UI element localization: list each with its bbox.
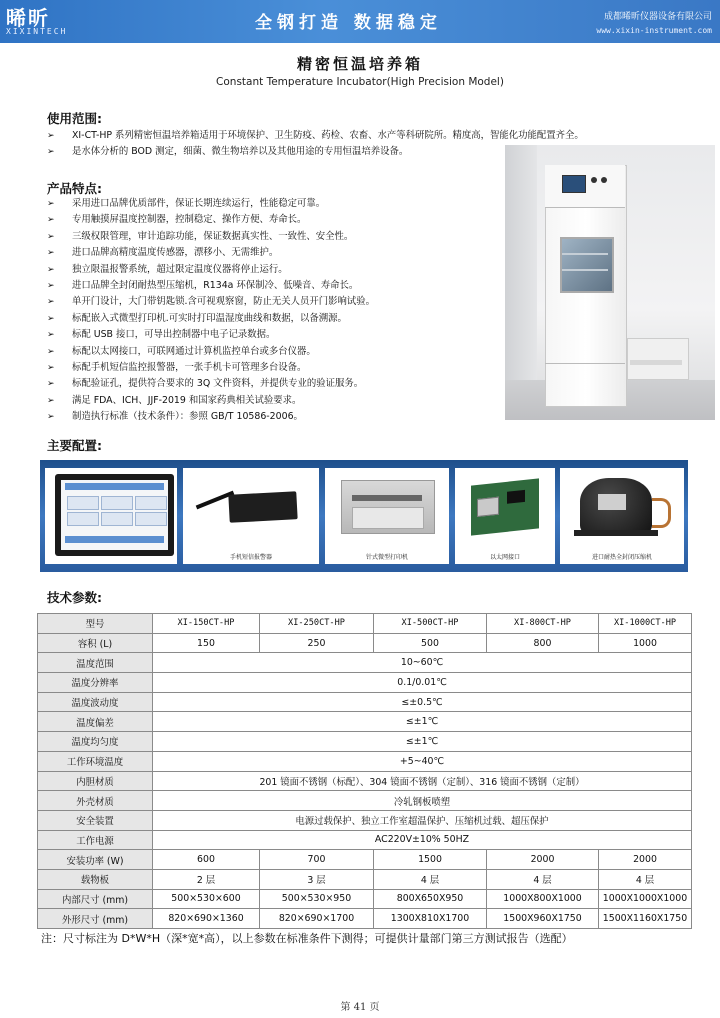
table-row bbox=[38, 830, 692, 850]
table-cell: ≤±1℃ bbox=[153, 732, 692, 752]
table-row bbox=[38, 614, 692, 634]
table-cell: ≤±1℃ bbox=[153, 712, 692, 732]
table-cell: XI-1000CT-HP bbox=[599, 614, 692, 634]
table-cell: 1000 bbox=[599, 633, 692, 653]
features-heading: 产品特点: bbox=[47, 181, 102, 196]
table-cell: 型号 bbox=[38, 614, 153, 634]
list-item: ➢ 采用进口品牌优质部件，保证长期连续运行，性能稳定可靠。 bbox=[47, 196, 375, 212]
table-cell: 0.1/0.01℃ bbox=[153, 673, 692, 693]
table-cell: 1000X800X1000 bbox=[487, 889, 599, 909]
table-row bbox=[38, 732, 692, 752]
arrow-bullet-icon: ➢ bbox=[47, 264, 55, 275]
table-cell: 温度分辨率 bbox=[38, 673, 153, 693]
table-cell: 201 镜面不锈钢（标配）、304 镜面不锈钢（定制）、316 镜面不锈钢（定制） bbox=[153, 771, 692, 791]
table-row bbox=[38, 869, 692, 889]
part-compressor: 进口耐热全封闭压缩机 bbox=[560, 468, 684, 564]
table-cell: 温度均匀度 bbox=[38, 732, 153, 752]
arrow-bullet-icon: ➢ bbox=[47, 412, 55, 423]
arrow-bullet-icon: ➢ bbox=[47, 297, 55, 308]
parts-heading: 主要配置: bbox=[47, 438, 102, 453]
arrow-bullet-icon: ➢ bbox=[47, 395, 55, 406]
table-cell: 1500X960X1750 bbox=[487, 909, 599, 929]
table-row bbox=[38, 653, 692, 673]
observation-window bbox=[560, 237, 614, 293]
table-row bbox=[38, 673, 692, 693]
table-cell: 4 层 bbox=[599, 869, 692, 889]
arrow-bullet-icon: ➢ bbox=[47, 281, 55, 292]
table-cell: 500×530×950 bbox=[260, 889, 374, 909]
list-item: ➢ 单开门设计，大门带钥匙锁.含可视观察窗，防止无关人员开门影响试验。 bbox=[47, 294, 375, 310]
table-cell: 1500X1160X1750 bbox=[599, 909, 692, 929]
table-cell: 1000X1000X1000 bbox=[599, 889, 692, 909]
usage-list bbox=[47, 128, 584, 161]
table-cell: 4 层 bbox=[374, 869, 487, 889]
table-cell: 700 bbox=[260, 850, 374, 870]
table-cell: 500 bbox=[374, 633, 487, 653]
table-row bbox=[38, 633, 692, 653]
list-item: ➢ 标配以太网接口，可联网通过计算机监控单台或多台仪器。 bbox=[47, 344, 375, 360]
brand-logo-en: XIXINTECH bbox=[6, 27, 68, 36]
table-cell: XI-500CT-HP bbox=[374, 614, 487, 634]
footnote: 注：尺寸标注为 D*W*H（深*宽*高），以上参数在标准条件下测得；可提供计量部门第三方测试报告（选配） bbox=[41, 932, 573, 945]
table-row bbox=[38, 692, 692, 712]
arrow-bullet-icon: ➢ bbox=[47, 363, 55, 374]
page-title: 精密恒温培养箱 bbox=[296, 55, 423, 73]
table-cell: 820×690×1700 bbox=[260, 909, 374, 929]
parts-strip bbox=[40, 460, 688, 572]
table-cell: 电源过载保护、独立工作室超温保护、压缩机过载、超压保护 bbox=[153, 810, 692, 830]
list-item: ➢ 三级权限管理，审计追踪功能，保证数据真实性、一致性、安全性。 bbox=[47, 229, 375, 245]
table-cell: 容积 (L) bbox=[38, 633, 153, 653]
table-cell: 600 bbox=[153, 850, 260, 870]
slogan: 全钢打造 数据稳定 bbox=[255, 13, 442, 33]
arrow-bullet-icon: ➢ bbox=[47, 131, 55, 141]
list-item: ➢ 独立限温报警系统，超过限定温度仪器将停止运行。 bbox=[47, 262, 375, 278]
table-cell: XI-800CT-HP bbox=[487, 614, 599, 634]
list-item: ➢ 标配嵌入式微型打印机.可实时打印温湿度曲线和数据，以备溯源。 bbox=[47, 311, 375, 327]
table-cell: 800X650X950 bbox=[374, 889, 487, 909]
table-cell: 2 层 bbox=[153, 869, 260, 889]
list-item: ➢ 专用触摸屏温度控制器，控制稳定、操作方便、寿命长。 bbox=[47, 212, 375, 228]
company-name: 成都晞昕仪器设备有限公司 bbox=[603, 12, 712, 22]
table-row bbox=[38, 712, 692, 732]
ethernet-port-icon bbox=[477, 497, 499, 517]
arrow-bullet-icon: ➢ bbox=[47, 199, 55, 209]
sms-alarm-device bbox=[228, 491, 297, 523]
brand-logo: 晞昕 bbox=[6, 6, 50, 30]
table-cell: XI-250CT-HP bbox=[260, 614, 374, 634]
arrow-bullet-icon: ➢ bbox=[47, 313, 55, 324]
spec-table bbox=[37, 613, 692, 929]
list-item: ➢ 满足 FDA、ICH、JJF-2019 和国家药典相关试验要求。 bbox=[47, 393, 375, 409]
table-cell: 温度范围 bbox=[38, 653, 153, 673]
table-cell: 安全装置 bbox=[38, 810, 153, 830]
arrow-bullet-icon: ➢ bbox=[47, 248, 55, 259]
table-cell: 内部尺寸 (mm) bbox=[38, 889, 153, 909]
part-touchscreen bbox=[45, 468, 177, 564]
table-cell: 温度偏差 bbox=[38, 712, 153, 732]
list-item: ➢ 是水体分析的 BOD 测定，细菌、微生物培养以及其他用途的专用恒温培养设备。 bbox=[47, 144, 584, 160]
product-photo bbox=[505, 145, 715, 420]
control-screen bbox=[562, 175, 586, 193]
part-ethernet: 以太网接口 bbox=[455, 468, 555, 564]
table-row bbox=[38, 889, 692, 909]
table-cell: 1300X810X1700 bbox=[374, 909, 487, 929]
table-cell: 4 层 bbox=[487, 869, 599, 889]
list-item: ➢ XI-CT-HP 系列精密恒温培养箱适用于环境保护、卫生防疫、药检、农畜、水产等科研院所。精度高，智能化功能配置齐全。 bbox=[47, 128, 584, 144]
table-cell: 工作电源 bbox=[38, 830, 153, 850]
list-item: ➢ 标配验证孔，提供符合要求的 3Q 文件资料，并提供专业的验证服务。 bbox=[47, 376, 375, 392]
page-subtitle: Constant Temperature Incubator(High Precision Model) bbox=[216, 76, 504, 88]
list-item: ➢ 进口品牌全封闭耐热型压缩机，R134a 环保制冷、低噪音、寿命长。 bbox=[47, 278, 375, 294]
part-printer: 针式微型打印机 bbox=[325, 468, 449, 564]
table-cell: 安装功率 (W) bbox=[38, 850, 153, 870]
table-cell: 10~60℃ bbox=[153, 653, 692, 673]
table-cell: +5~40℃ bbox=[153, 751, 692, 771]
table-row bbox=[38, 771, 692, 791]
table-cell: 150 bbox=[153, 633, 260, 653]
arrow-bullet-icon: ➢ bbox=[47, 330, 55, 341]
table-cell: 2000 bbox=[487, 850, 599, 870]
table-cell: 500×530×600 bbox=[153, 889, 260, 909]
part-sms-alarm: 手机短信报警器 bbox=[183, 468, 319, 564]
list-item: ➢ 标配手机短信监控报警器，一张手机卡可管理多台设备。 bbox=[47, 360, 375, 376]
table-cell: 冷轧钢板喷塑 bbox=[153, 791, 692, 811]
company-url: www.xixin-instrument.com bbox=[596, 26, 712, 35]
table-row bbox=[38, 810, 692, 830]
arrow-bullet-icon: ➢ bbox=[47, 147, 55, 158]
usage-heading: 使用范围: bbox=[47, 111, 102, 126]
arrow-bullet-icon: ➢ bbox=[47, 346, 55, 357]
table-row bbox=[38, 909, 692, 929]
table-cell: 内胆材质 bbox=[38, 771, 153, 791]
table-row bbox=[38, 791, 692, 811]
table-cell: AC220V±10% 50HZ bbox=[153, 830, 692, 850]
table-cell: XI-150CT-HP bbox=[153, 614, 260, 634]
list-item: ➢ 标配 USB 接口，可导出控制器中电子记录数据。 bbox=[47, 327, 375, 343]
table-cell: 外形尺寸 (mm) bbox=[38, 909, 153, 929]
table-cell: 250 bbox=[260, 633, 374, 653]
table-cell: 工作环境温度 bbox=[38, 751, 153, 771]
table-cell: ≤±0.5℃ bbox=[153, 692, 692, 712]
arrow-bullet-icon: ➢ bbox=[47, 379, 55, 390]
arrow-bullet-icon: ➢ bbox=[47, 231, 55, 242]
features-list bbox=[47, 196, 375, 426]
arrow-bullet-icon: ➢ bbox=[47, 215, 55, 226]
table-cell: 800 bbox=[487, 633, 599, 653]
table-cell: 外壳材质 bbox=[38, 791, 153, 811]
table-row bbox=[38, 751, 692, 771]
list-item: ➢ 进口品牌高精度温度传感器，漂移小、无需维护。 bbox=[47, 245, 375, 261]
table-cell: 820×690×1360 bbox=[153, 909, 260, 929]
table-cell: 2000 bbox=[599, 850, 692, 870]
header-banner bbox=[0, 0, 720, 43]
spec-heading: 技术参数: bbox=[47, 590, 102, 605]
table-row bbox=[38, 850, 692, 870]
table-cell: 1500 bbox=[374, 850, 487, 870]
page-number: 第 41 页 bbox=[340, 1002, 380, 1013]
table-cell: 温度波动度 bbox=[38, 692, 153, 712]
table-cell: 载物板 bbox=[38, 869, 153, 889]
list-item: ➢ 制造执行标准（技术条件）：参照 GB/T 10586-2006。 bbox=[47, 409, 375, 425]
table-cell: 3 层 bbox=[260, 869, 374, 889]
